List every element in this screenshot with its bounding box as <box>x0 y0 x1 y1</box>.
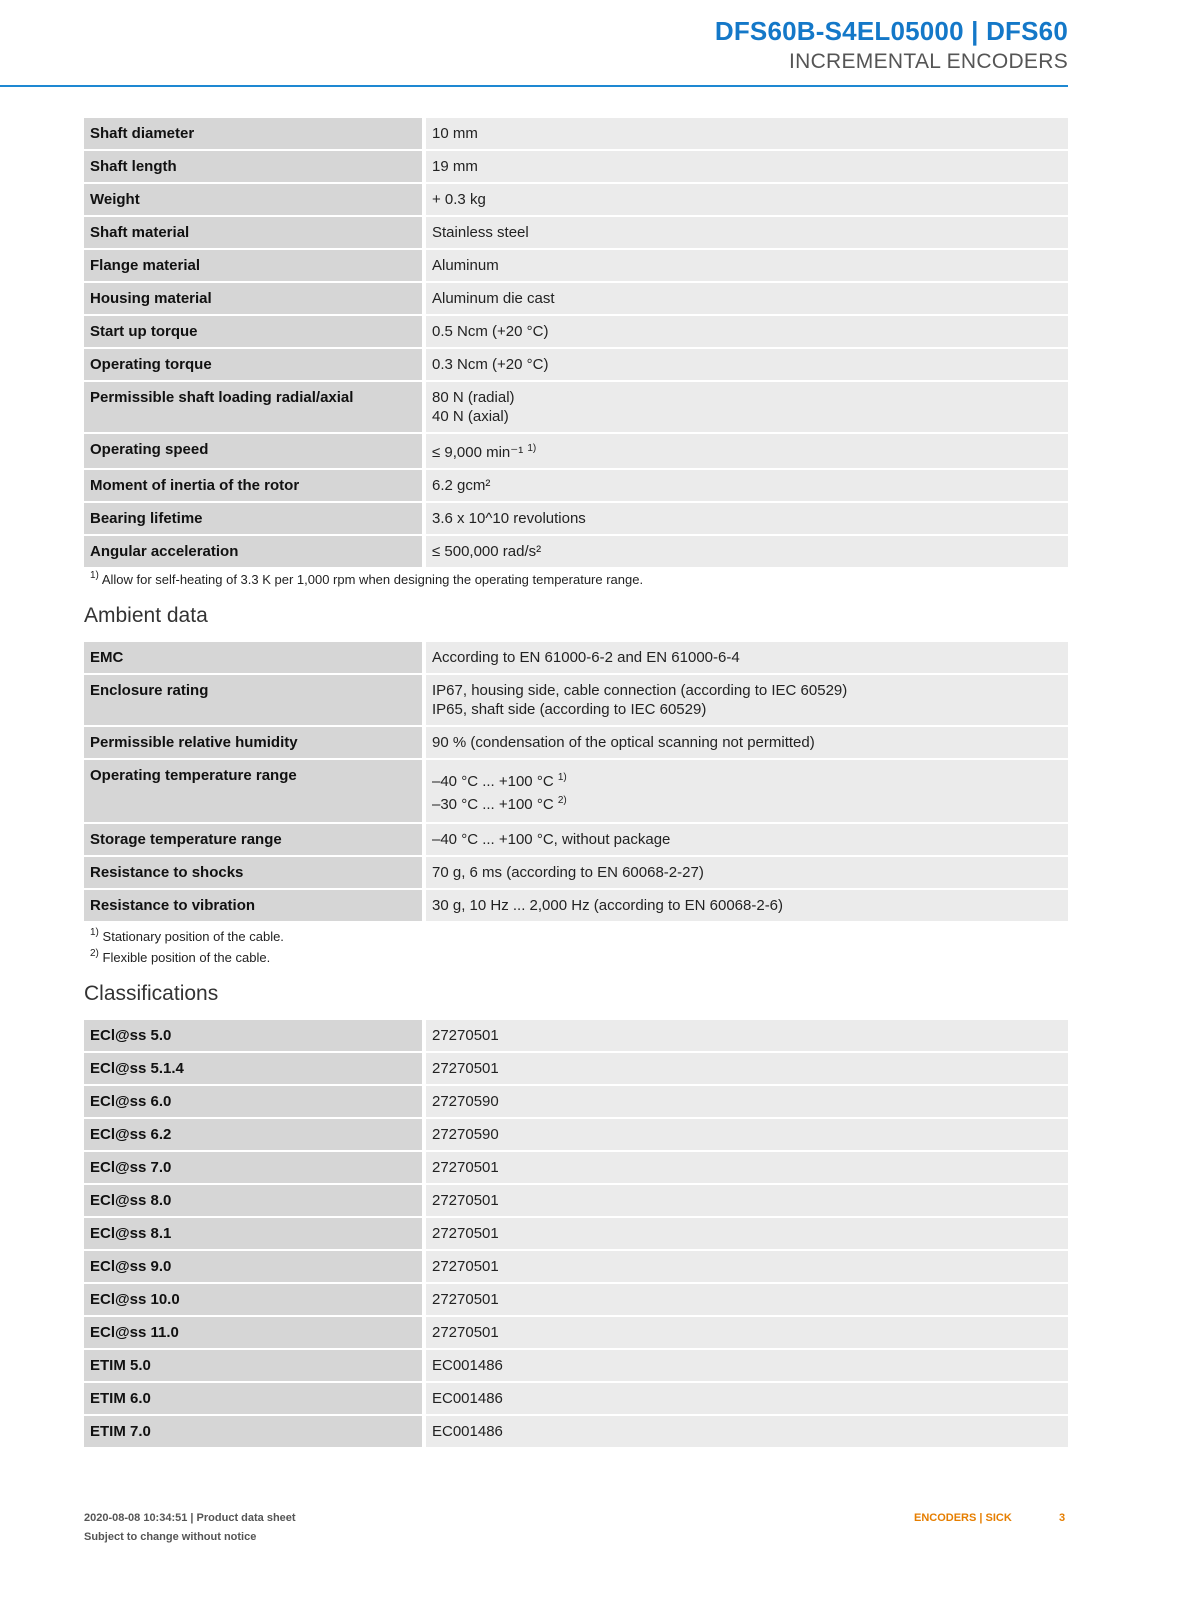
table-row <box>84 283 1068 316</box>
table-row <box>84 1317 1068 1350</box>
footer-brand: ENCODERS | SICK <box>914 1512 1012 1524</box>
row-value: 0.5 Ncm (+20 °C) <box>426 316 1068 349</box>
row-label: ECl@ss 5.1.4 <box>84 1053 426 1086</box>
value-line: 40 N (axial) <box>432 408 509 425</box>
classifications-table <box>84 1020 1068 1449</box>
row-value: 70 g, 6 ms (according to EN 60068-2-27) <box>426 857 1068 890</box>
row-label: Operating temperature range <box>84 760 426 824</box>
footnote-ref: 2) <box>557 795 567 806</box>
table-row <box>84 1284 1068 1317</box>
row-value: 90 % (condensation of the optical scanning not permitted) <box>426 727 1068 760</box>
table-row <box>84 1152 1068 1185</box>
row-label: ETIM 5.0 <box>84 1350 426 1383</box>
row-label: Enclosure rating <box>84 675 426 727</box>
table-row <box>84 1218 1068 1251</box>
value-text: –40 °C ... +100 °C <box>432 773 554 790</box>
row-label: Shaft material <box>84 217 426 250</box>
row-label: ECl@ss 8.1 <box>84 1218 426 1251</box>
row-label: Permissible shaft loading radial/axial <box>84 382 426 434</box>
table-row <box>84 1053 1068 1086</box>
row-value: 27270501 <box>426 1284 1068 1317</box>
value-line: 80 N (radial) <box>432 389 515 406</box>
row-label: EMC <box>84 642 426 675</box>
row-label: ECl@ss 7.0 <box>84 1152 426 1185</box>
table-row <box>84 382 1068 434</box>
row-label: Resistance to shocks <box>84 857 426 890</box>
section-heading-ambient: Ambient data <box>84 604 208 627</box>
table-row <box>84 217 1068 250</box>
value-line <box>432 770 1062 793</box>
footnote-text: Allow for self-heating of 3.3 K per 1,000 rpm when designing the operating temperature range. <box>101 572 644 587</box>
row-label: Shaft diameter <box>84 118 426 151</box>
row-label: Operating speed <box>84 434 426 470</box>
table-row <box>84 1383 1068 1416</box>
footer-timestamp: 2020-08-08 10:34:51 | Product data sheet <box>84 1512 296 1524</box>
table-row <box>84 184 1068 217</box>
table-row <box>84 151 1068 184</box>
row-label: ECl@ss 9.0 <box>84 1251 426 1284</box>
table-row <box>84 890 1068 923</box>
table-row <box>84 642 1068 675</box>
row-value <box>426 675 1068 727</box>
footnote <box>90 950 270 965</box>
footnote-mark: 1) <box>90 570 99 581</box>
row-value: –40 °C ... +100 °C, without package <box>426 824 1068 857</box>
row-label: Weight <box>84 184 426 217</box>
row-value: EC001486 <box>426 1350 1068 1383</box>
row-label: Flange material <box>84 250 426 283</box>
table-row <box>84 1185 1068 1218</box>
table-row <box>84 349 1068 382</box>
row-label: Angular acceleration <box>84 536 426 569</box>
table-row <box>84 1119 1068 1152</box>
table-row <box>84 503 1068 536</box>
table-row <box>84 434 1068 470</box>
footnote <box>90 572 643 587</box>
row-value: According to EN 61000-6-2 and EN 61000-6-4 <box>426 642 1068 675</box>
footnote-ref: 1) <box>557 772 567 783</box>
table-row <box>84 1251 1068 1284</box>
value-line: IP67, housing side, cable connection (according to IEC 60529) <box>432 682 848 699</box>
row-label: Start up torque <box>84 316 426 349</box>
row-label: ETIM 7.0 <box>84 1416 426 1449</box>
value-line <box>432 793 1062 816</box>
row-value <box>426 382 1068 434</box>
footnote-ref: 1) <box>527 443 537 454</box>
table-row <box>84 536 1068 569</box>
row-value: 27270590 <box>426 1119 1068 1152</box>
row-value: 27270501 <box>426 1020 1068 1053</box>
table-row <box>84 118 1068 151</box>
table-row <box>84 760 1068 824</box>
row-label: ECl@ss 10.0 <box>84 1284 426 1317</box>
value-text: –30 °C ... +100 °C <box>432 796 554 813</box>
table-row <box>84 316 1068 349</box>
row-label: Moment of inertia of the rotor <box>84 470 426 503</box>
row-label: Shaft length <box>84 151 426 184</box>
value-line: IP65, shaft side (according to IEC 60529) <box>432 701 707 718</box>
mechanics-table <box>84 118 1068 569</box>
row-value <box>426 434 1068 470</box>
table-row <box>84 1350 1068 1383</box>
row-value: 27270501 <box>426 1251 1068 1284</box>
table-row <box>84 824 1068 857</box>
row-value: 3.6 x 10^10 revolutions <box>426 503 1068 536</box>
section-heading-classifications: Classifications <box>84 982 219 1005</box>
table-row <box>84 1416 1068 1449</box>
footnote-text: Flexible position of the cable. <box>102 950 271 965</box>
row-value: EC001486 <box>426 1416 1068 1449</box>
ambient-table <box>84 642 1068 923</box>
table-row <box>84 1086 1068 1119</box>
product-title: DFS60B-S4EL05000 | DFS60 <box>714 16 1068 46</box>
row-value: Aluminum <box>426 250 1068 283</box>
value-text: ≤ 9,000 min⁻¹ <box>432 444 524 461</box>
row-label: Storage temperature range <box>84 824 426 857</box>
row-value: EC001486 <box>426 1383 1068 1416</box>
row-label: Resistance to vibration <box>84 890 426 923</box>
table-row <box>84 470 1068 503</box>
row-label: ECl@ss 6.0 <box>84 1086 426 1119</box>
row-label: Bearing lifetime <box>84 503 426 536</box>
row-value: ≤ 500,000 rad/s² <box>426 536 1068 569</box>
row-value: Stainless steel <box>426 217 1068 250</box>
table-row <box>84 857 1068 890</box>
row-value: 27270501 <box>426 1152 1068 1185</box>
row-value: 27270501 <box>426 1053 1068 1086</box>
table-row <box>84 250 1068 283</box>
footnote <box>90 929 284 944</box>
row-label: ECl@ss 8.0 <box>84 1185 426 1218</box>
row-label: Housing material <box>84 283 426 316</box>
row-value: Aluminum die cast <box>426 283 1068 316</box>
row-value: 27270501 <box>426 1185 1068 1218</box>
table-row <box>84 675 1068 727</box>
row-label: ETIM 6.0 <box>84 1383 426 1416</box>
table-row <box>84 1020 1068 1053</box>
row-value: 27270501 <box>426 1218 1068 1251</box>
footnote-mark: 1) <box>90 927 99 938</box>
row-value <box>426 760 1068 824</box>
page-number: 3 <box>1059 1512 1066 1524</box>
row-label: ECl@ss 11.0 <box>84 1317 426 1350</box>
row-label: ECl@ss 6.2 <box>84 1119 426 1152</box>
row-value: 27270590 <box>426 1086 1068 1119</box>
row-value: 10 mm <box>426 118 1068 151</box>
footer-notice: Subject to change without notice <box>84 1531 257 1543</box>
footnote-text: Stationary position of the cable. <box>102 929 284 944</box>
page-header <box>0 0 1068 87</box>
row-value: 30 g, 10 Hz ... 2,000 Hz (according to EN 60068-2-6) <box>426 890 1068 923</box>
row-value: 0.3 Ncm (+20 °C) <box>426 349 1068 382</box>
row-label: Permissible relative humidity <box>84 727 426 760</box>
product-family: INCREMENTAL ENCODERS <box>788 50 1068 73</box>
footnote-mark: 2) <box>90 948 99 959</box>
row-label: Operating torque <box>84 349 426 382</box>
row-value: + 0.3 kg <box>426 184 1068 217</box>
table-row <box>84 727 1068 760</box>
row-label: ECl@ss 5.0 <box>84 1020 426 1053</box>
row-value: 19 mm <box>426 151 1068 184</box>
row-value: 6.2 gcm² <box>426 470 1068 503</box>
row-value: 27270501 <box>426 1317 1068 1350</box>
